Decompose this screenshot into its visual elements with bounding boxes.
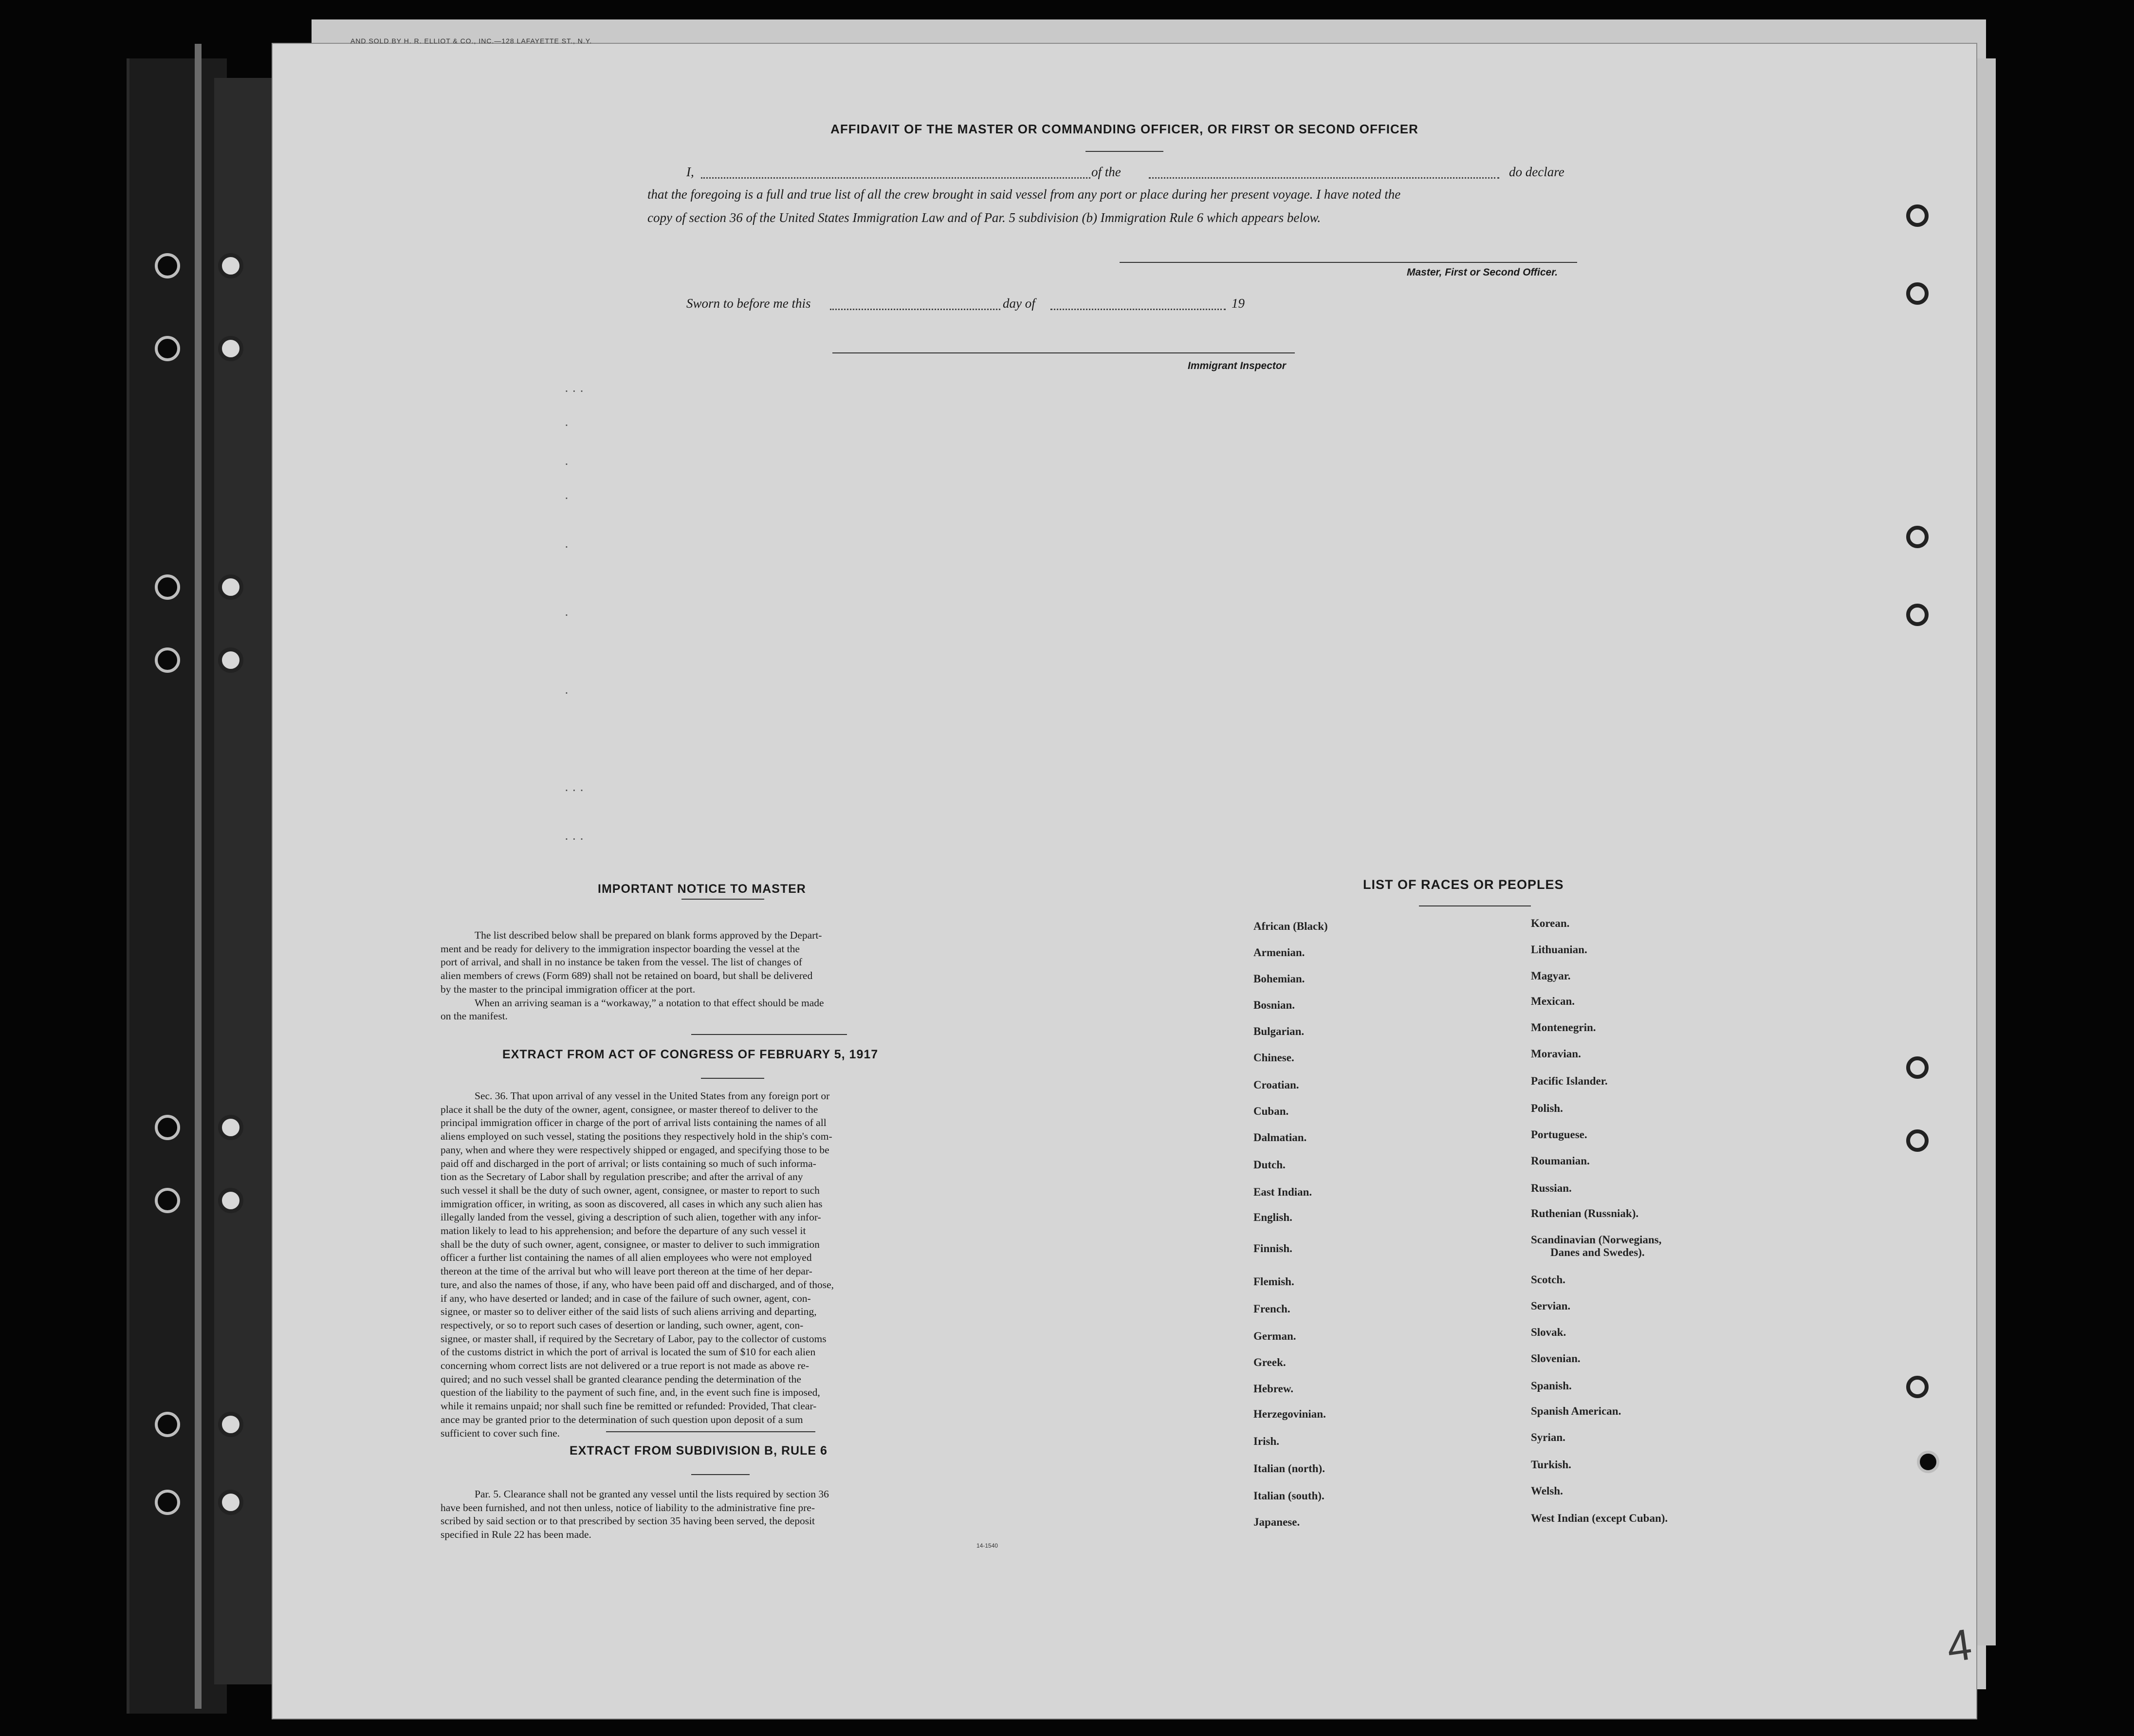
section-36-line: while it remains unpaid; nor shall such fine be remitted or refunded: Provided, That clear- [441,1400,817,1412]
section-36-line: tion as the Secretary of Labor shall by regulation prescribe; and after the arrival of any [441,1171,803,1183]
section-divider [606,1431,815,1432]
race-item: West Indian (except Cuban). [1531,1512,1668,1524]
notice-line: alien members of crews (Form 689) shall not be retained on board, but shall be delivered [441,970,813,982]
race-item: Ruthenian (Russniak). [1531,1207,1639,1219]
sworn-day-blank [830,309,1000,310]
race-item: Danes and Swedes). [1550,1246,1645,1258]
section-36-text [441,1090,1000,1440]
binder-hole [155,1188,180,1213]
binder-hole [218,1188,243,1213]
race-item: Greek. [1253,1356,1286,1368]
page-hole [1906,604,1929,626]
notice-title: IMPORTANT NOTICE TO MASTER [598,882,806,896]
binder-hole [155,1115,180,1140]
notice-line: When an arriving seaman is a “workaway,” a notation to that effect should be made [475,997,824,1009]
section-divider [691,1034,847,1035]
sworn-text: Sworn to before me this [686,296,811,311]
sworn-year: 19 [1232,296,1245,311]
affidavit-title: AFFIDAVIT OF THE MASTER OR COMMANDING OFFICER, OR FIRST OR SECOND OFFICER [830,122,1418,136]
par-5-line: specified in Rule 22 has been made. [441,1529,591,1541]
race-item: Bohemian. [1253,973,1305,985]
race-item: Korean. [1531,917,1570,929]
notice-underline [681,899,764,900]
race-item: Welsh. [1531,1485,1563,1497]
race-item: Scandinavian (Norwegians, [1531,1234,1662,1246]
race-item: Magyar. [1531,970,1571,982]
race-item: French. [1253,1303,1290,1315]
race-item: Montenegrin. [1531,1021,1596,1034]
inspector-signature-line [832,352,1295,353]
binder-edge [195,44,202,1709]
section-36-line: signee, or master so to deliver either of the said lists of such aliens arriving and departing, [441,1306,817,1318]
binder-hole [155,574,180,600]
vessel-blank [1149,177,1499,179]
extract-rule-title: EXTRACT FROM SUBDIVISION B, RULE 6 [570,1444,828,1458]
page-hole [1906,1376,1929,1398]
races-title: LIST OF RACES OR PEOPLES [1363,877,1564,892]
race-item: East Indian. [1253,1186,1312,1198]
margin-mark: . . . [565,828,584,843]
affidavit-line-2: that the foregoing is a full and true list of all the crew brought in said vessel from any port or place during her present voyage. I have noted the [647,187,1401,202]
race-item: Slovenian. [1531,1352,1581,1365]
margin-mark: . [565,414,569,429]
master-caption: Master, First or Second Officer. [1407,267,1558,278]
margin-mark: . [565,487,569,502]
race-item: Chinese. [1253,1052,1294,1064]
binder-hole [155,1412,180,1437]
race-item: Herzegovinian. [1253,1408,1326,1420]
notice-line: The list described below shall be prepared on blank forms approved by the Depart- [475,929,822,941]
section-36-line: place it shall be the duty of the owner, agent, consignee, or master thereof to deliver to the [441,1103,818,1115]
section-36-line: respectively, or so to report such cases of desertion or landing, such owner, agent, con- [441,1319,804,1331]
race-item: Spanish American. [1531,1405,1621,1417]
races-underline [1419,905,1531,906]
race-item: Armenian. [1253,946,1305,959]
race-item: Bulgarian. [1253,1025,1305,1037]
race-item: African (Black) [1253,920,1328,932]
race-item: Irish. [1253,1435,1280,1447]
notice-line: on the manifest. [441,1010,508,1022]
binder-hole [218,647,243,673]
section-36-line: Sec. 36. That upon arrival of any vessel in the United States from any foreign port or [475,1090,830,1102]
section-36-line: shall be the duty of such owner, agent, consignee, or master to deliver to such immigration [441,1238,820,1250]
race-item: Servian. [1531,1300,1571,1312]
par-5-text [441,1488,1000,1542]
printer-line: AND SOLD BY H. R. ELLIOT & CO., INC.—128 LAFAYETTE ST., N.Y. [350,37,592,45]
race-item: Finnish. [1253,1242,1292,1255]
section-36-line: concerning whom correct lists are not delivered or a true report is not made as above re- [441,1360,809,1372]
par-5-line: scribed by said section or to that prescribed by section 35 having been served, the deposit [441,1515,815,1527]
section-36-line: aliens employed on such vessel, stating the positions they respectively hold in the ship's com- [441,1130,832,1143]
notice-line: ment and be ready for delivery to the immigration inspector boarding the vessel at the [441,942,800,955]
notice-line: by the master to the principal immigration officer at the port. [441,983,696,995]
page-hole [1906,1129,1929,1152]
extract-rule-underline [691,1474,750,1475]
race-item: Roumanian. [1531,1155,1590,1167]
binder-hole [218,1490,243,1515]
race-item: Slovak. [1531,1326,1566,1338]
page-hole [1906,282,1929,305]
race-item: Syrian. [1531,1431,1565,1443]
race-item: Cuban. [1253,1105,1289,1117]
notice-body [441,929,1000,1023]
section-36-line: pany, when and where they were respectively shipped or engaged, and specifying those to be [441,1144,829,1156]
section-36-line: principal immigration officer in charge of the port of arrival lists containing the names of all [441,1117,827,1129]
document-page [273,44,1976,1718]
race-item: Hebrew. [1253,1383,1293,1395]
margin-mark: . . . [565,380,584,395]
race-item: Turkish. [1531,1459,1571,1471]
race-item: Dutch. [1253,1159,1286,1171]
section-36-line: question of the liability to the payment of such fine, and, in the event such fine is imposed, [441,1386,820,1399]
race-item: Mexican. [1531,995,1575,1007]
binder-hole [155,253,180,278]
affidavit-do-declare: do declare [1509,165,1564,179]
race-item: Dalmatian. [1253,1131,1307,1144]
margin-mark: . [565,536,569,551]
race-item: Pacific Islander. [1531,1075,1608,1087]
binder-hole [218,253,243,278]
race-item: Lithuanian. [1531,943,1587,956]
title-underline [1085,151,1163,152]
margin-mark: . . . [565,779,584,794]
binder-hole [218,1412,243,1437]
section-36-line: quired; and no such vessel shall be granted clearance pending the determination of the [441,1373,801,1385]
binder-hole [218,574,243,600]
notice-line: port of arrival, and shall in no instance be taken from the vessel. The list of changes of [441,956,802,968]
race-item: Bosnian. [1253,999,1295,1011]
par-5-line: have been furnished, and not then unless, notice of liability to the administrative fine pre- [441,1501,815,1514]
race-item: Japanese. [1253,1516,1300,1528]
affidavit-of-the: of the [1091,165,1121,179]
race-item: Croatian. [1253,1079,1299,1091]
race-item: Flemish. [1253,1275,1294,1288]
section-36-line: paid off and discharged in the port of arrival; or lists containing so much of such informa- [441,1157,816,1169]
binder-hole [218,1115,243,1140]
race-item: Italian (south). [1253,1490,1325,1502]
section-36-line: ance may be granted prior to the determination of such question upon deposit of a sum [441,1413,803,1425]
binder-hole [155,336,180,361]
race-item: Moravian. [1531,1048,1581,1060]
section-36-line: ture, and also the names of those, if any, who have been paid off and discharged, and of those, [441,1278,834,1291]
section-36-line: such vessel it shall be the duty of such owner, agent, consignee, or master to report to such [441,1184,820,1196]
race-item: English. [1253,1211,1292,1223]
inspector-caption: Immigrant Inspector [1188,360,1286,371]
par-5-line: Par. 5. Clearance shall not be granted any vessel until the lists required by section 36 [475,1488,829,1500]
extract-act-title: EXTRACT FROM ACT OF CONGRESS OF FEBRUARY 5, 1917 [502,1048,879,1061]
section-36-line: illegally landed from the vessel, giving a description of such alien, together with any infor- [441,1211,821,1223]
master-signature-line [1120,262,1577,263]
section-36-line: sufficient to cover such fine. [441,1427,560,1439]
section-36-line: immigration officer, in writing, as soon as discovered, all cases in which any such alien has [441,1198,823,1210]
name-blank [701,177,1090,179]
margin-mark: . [565,682,569,697]
binder-hole [155,647,180,673]
race-item: Polish. [1531,1102,1563,1114]
section-36-line: officer a further list containing the names of all alien employees who were not employed [441,1252,812,1264]
race-item: German. [1253,1330,1296,1342]
page-hole [1917,1451,1939,1473]
form-number: 14-1540 [976,1542,998,1549]
section-36-line: of the customs district in which the port of arrival is located the sum of $10 for each alien [441,1346,816,1358]
affidavit-i: I, [686,165,694,179]
section-36-line: thereon at the time of the arrival but who will leave port thereon at the time of her depar- [441,1265,812,1277]
binder-strip-inner [214,78,277,1684]
page-hole [1906,526,1929,548]
pencil-mark: 4 [1944,1620,1975,1672]
section-36-line: if any, who have deserted or landed; and in case of the failure of such owner, agent, con- [441,1292,811,1304]
race-item: Scotch. [1531,1274,1565,1286]
margin-mark: . [565,453,569,468]
binder-hole [218,336,243,361]
binder-hole [155,1490,180,1515]
section-36-line: mation likely to lead to his apprehension; and before the departure of any such vessel it [441,1225,806,1237]
sworn-month-blank [1050,309,1226,310]
race-item: Portuguese. [1531,1128,1587,1141]
section-36-line: signee, or master shall, if required by the Secretary of Labor, pay to the collector of customs [441,1332,827,1345]
page-hole [1906,1056,1929,1079]
page-hole [1906,204,1929,227]
extract-act-underline [701,1078,764,1079]
race-item: Italian (north). [1253,1462,1325,1475]
race-item: Spanish. [1531,1380,1572,1392]
day-of-text: day of [1003,296,1035,311]
affidavit-line-3: copy of section 36 of the United States Immigration Law and of Par. 5 subdivision (b) Immigration Rule 6 which appears below. [647,210,1321,225]
margin-mark: . [565,604,569,619]
race-item: Russian. [1531,1182,1572,1194]
binder-strip [127,58,227,1714]
